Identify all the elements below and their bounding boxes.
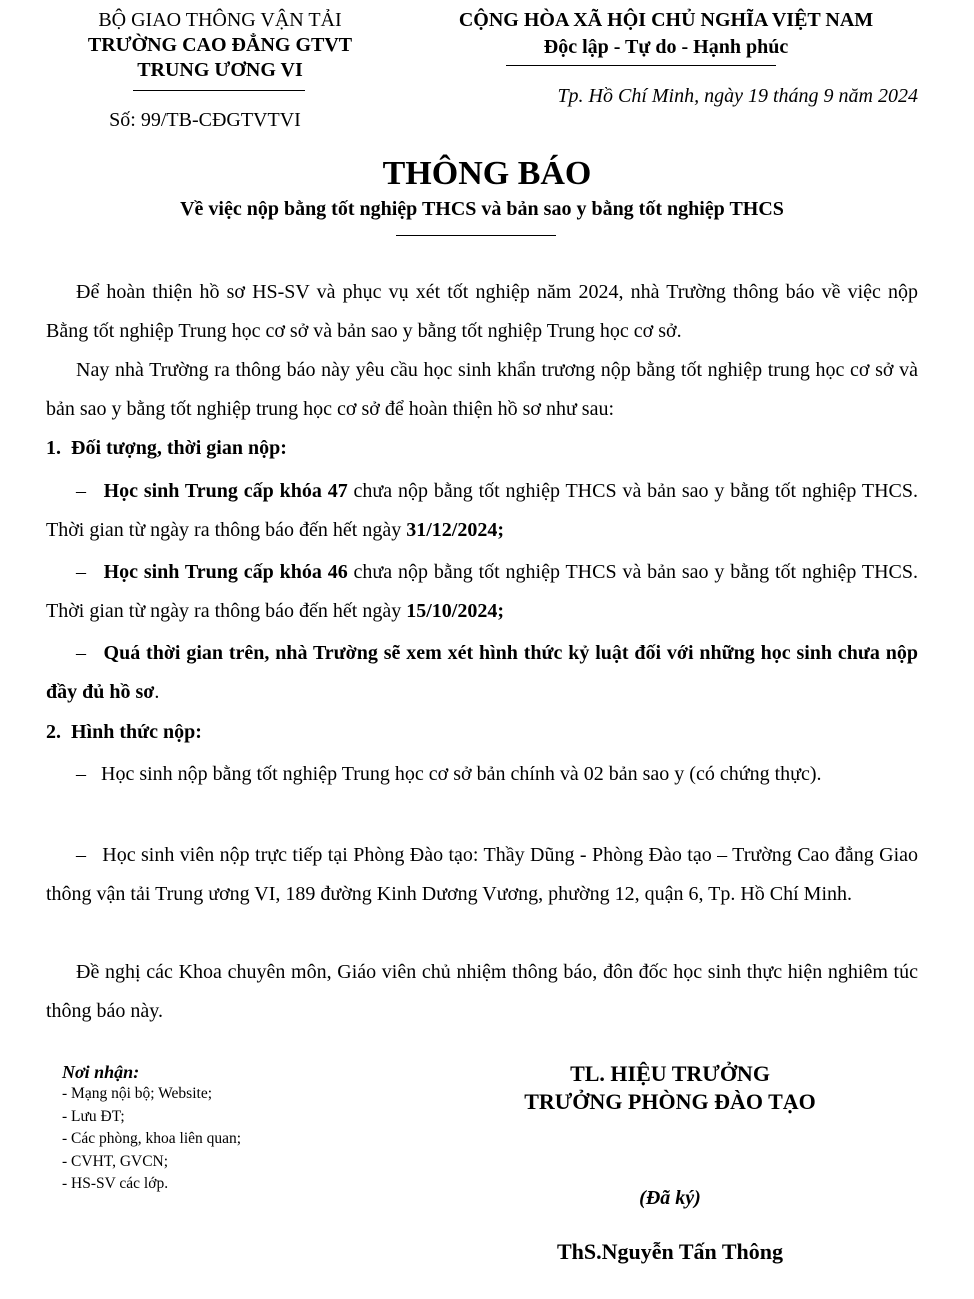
item-bold-lead: Quá thời gian trên, nhà Trường sẽ xem xét hình thức kỷ luật đối với những học sinh chưa nộp đầy đủ hồ sơ	[46, 642, 918, 703]
item-text: chưa nộp bằng tốt nghiệp THCS và bản sao y bằng tốt nghiệp THCS. Thời gian từ ngày ra thông báo đến hết ngày	[46, 561, 918, 622]
issuer-block	[60, 8, 380, 83]
item-text: Học sinh nộp bằng tốt nghiệp Trung học cơ sở bản chính và 02 bản sao y (có chứng thực).	[101, 763, 822, 785]
section1-title: Đối tượng, thời gian nộp:	[71, 437, 287, 459]
section1-heading	[46, 429, 918, 468]
section1-item-3	[46, 634, 918, 712]
place-date: Tp. Hồ Chí Minh, ngày 19 tháng 9 năm 2024	[557, 85, 918, 107]
deadline-date: 31/12/2024;	[406, 519, 504, 541]
section1-number: 1.	[46, 437, 61, 459]
section2-number: 2.	[46, 721, 61, 743]
recipient-item: - Lưu ĐT;	[62, 1107, 125, 1125]
dash-marker: –	[76, 642, 86, 664]
item-text: .	[154, 681, 160, 703]
recipient-item: - Mạng nội bộ; Website;	[62, 1085, 213, 1102]
section1-item-2	[46, 553, 918, 631]
signed-note: (Đã ký)	[639, 1187, 701, 1209]
intro-paragraph: Để hoàn thiện hồ sơ HS-SV và phục vụ xét tốt nghiệp năm 2024, nhà Trường thông báo về việc nộp Bằng tốt nghiệp Trung học cơ sở và bản sao y bằng tốt nghiệp Trung học cơ sở.	[46, 281, 918, 342]
agency-name: BỘ GIAO THÔNG VẬN TẢI	[98, 9, 342, 31]
recipient-item: - Các phòng, khoa liên quan;	[62, 1130, 242, 1147]
recipients-list	[62, 1083, 382, 1196]
recipients-block	[62, 1061, 382, 1196]
signer-name: ThS.Nguyễn Tấn Thông	[556, 1239, 784, 1264]
issuer-underline	[133, 90, 305, 91]
recipient-item: - HS-SV các lớp.	[62, 1175, 169, 1192]
nation-name: CỘNG HÒA XÃ HỘI CHỦ NGHĨA VIỆT NAM	[458, 9, 874, 31]
recipients-label: Nơi nhận:	[62, 1062, 140, 1082]
dash-marker: –	[76, 561, 86, 583]
section2-item-1	[46, 755, 918, 794]
motto-underline	[506, 65, 776, 66]
section2-heading	[46, 713, 918, 752]
title-underline	[396, 235, 556, 236]
recipient-item: - CVHT, GVCN;	[62, 1152, 169, 1170]
document-subtitle: Về việc nộp bằng tốt nghiệp THCS và bản sao y bằng tốt nghiệp THCS	[180, 198, 784, 220]
section1-item-1	[46, 472, 918, 550]
section2-title: Hình thức nộp:	[71, 721, 202, 743]
school-name-line2: TRUNG ƯƠNG VI	[137, 59, 303, 81]
item-text: chưa nộp bằng tốt nghiệp THCS và bản sao y bằng tốt nghiệp THCS. Thời gian từ ngày ra thông báo đến hết ngày	[46, 480, 918, 541]
dash-marker: –	[76, 763, 86, 785]
request-paragraph: Nay nhà Trường ra thông báo này yêu cầu học sinh khẩn trương nộp bằng tốt nghiệp trung học cơ sở và bản sao y bằng tốt nghiệp trung học cơ sở để hoàn thiện hồ sơ như sau:	[46, 359, 918, 420]
section2-item-2	[46, 836, 918, 914]
signature-position: TRƯỞNG PHÒNG ĐÀO TẠO	[524, 1089, 816, 1114]
school-name-line1: TRƯỜNG CAO ĐẲNG GTVT	[87, 34, 353, 56]
item-bold-lead: Học sinh Trung cấp khóa 47	[103, 480, 348, 502]
nation-block	[408, 8, 924, 62]
deadline-date: 15/10/2024;	[406, 600, 504, 622]
national-motto: Độc lập - Tự do - Hạnh phúc	[543, 36, 789, 58]
signature-block	[480, 1060, 860, 1116]
document-title: THÔNG BÁO	[382, 155, 592, 192]
dash-marker: –	[76, 844, 86, 866]
signature-authority: TL. HIỆU TRƯỞNG	[570, 1061, 770, 1086]
document-number: Số: 99/TB-CĐGTVTVI	[109, 109, 301, 131]
dash-marker: –	[76, 480, 86, 502]
item-bold-lead: Học sinh Trung cấp khóa 46	[103, 561, 348, 583]
closing-paragraph: Đề nghị các Khoa chuyên môn, Giáo viên chủ nhiệm thông báo, đôn đốc học sinh thực hiện nghiêm túc thông báo này.	[46, 961, 918, 1022]
item-text: Học sinh viên nộp trực tiếp tại Phòng Đào tạo: Thầy Dũng - Phòng Đào tạo – Trường Cao đẳng Giao thông vận tải Trung ương VI, 189 đường Kinh Dương Vương, phường 12, quận 6, Tp. Hồ Chí Minh.	[46, 844, 919, 905]
